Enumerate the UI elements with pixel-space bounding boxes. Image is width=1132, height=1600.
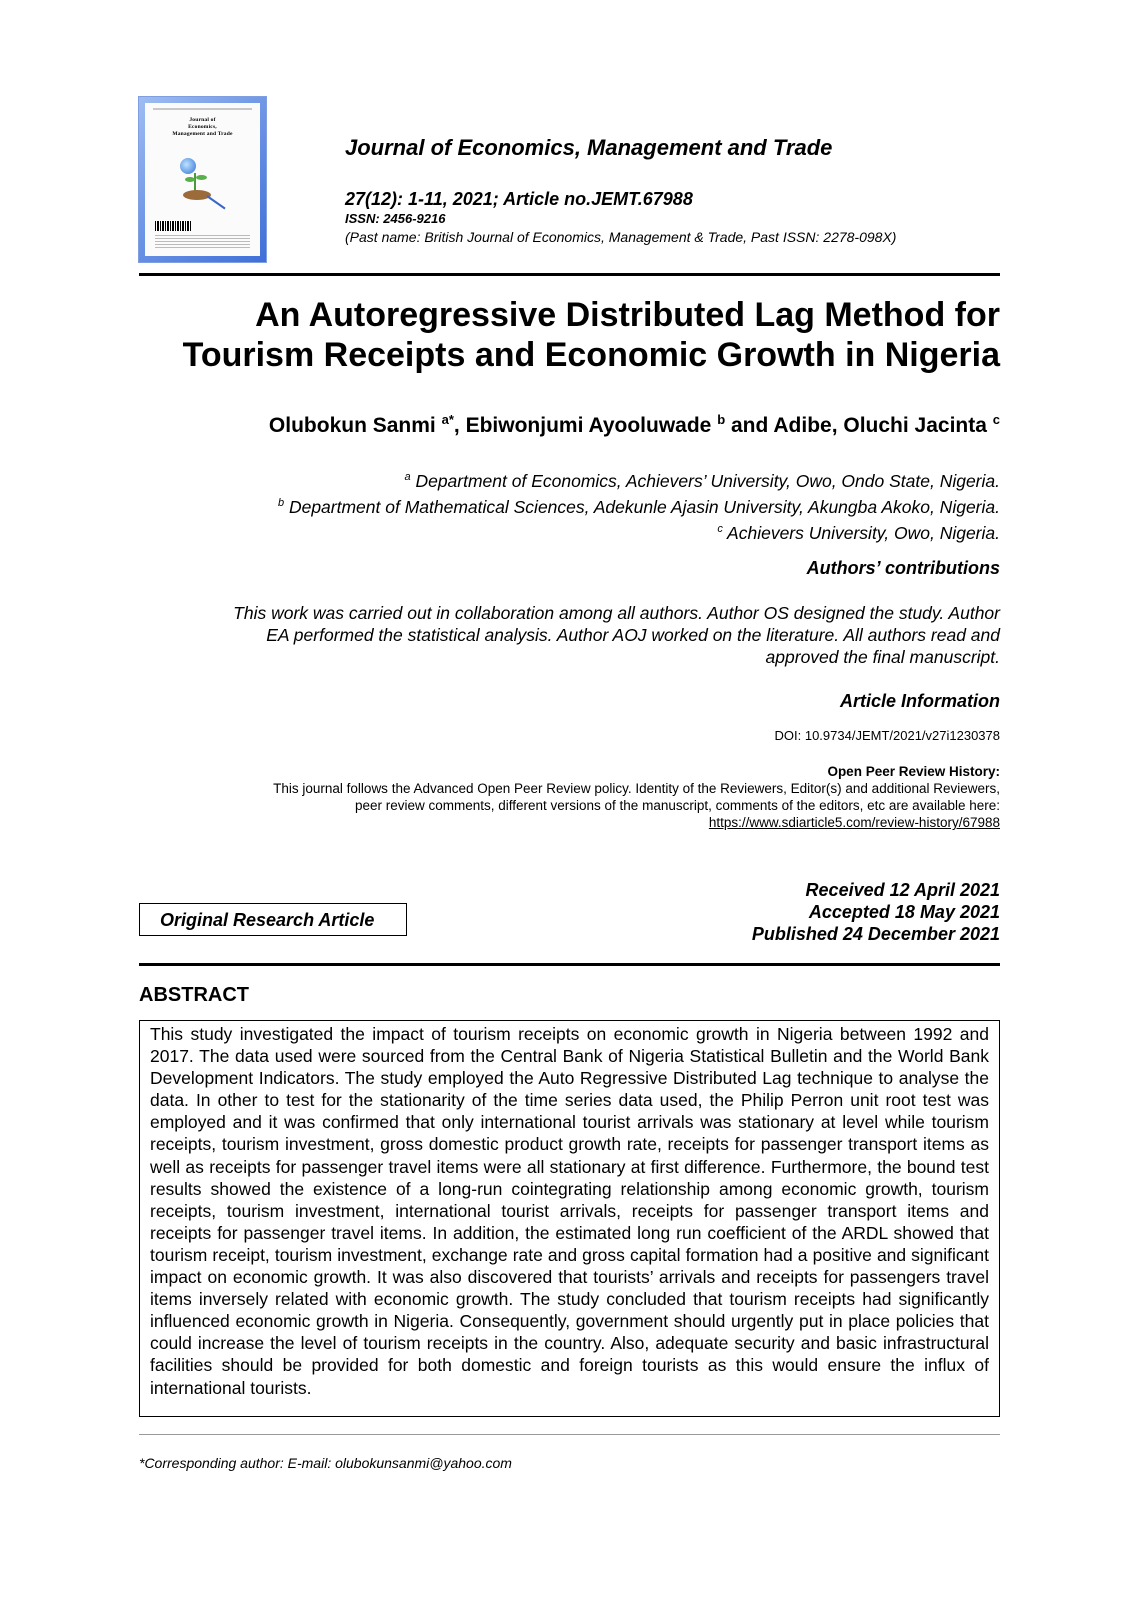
received-date: Received 12 April 2021 [805, 880, 1000, 900]
affiliations [139, 466, 1000, 543]
contributions-line: EA performed the statistical analysis. Author AOJ worked on the literature. All authors read and [266, 625, 1000, 645]
affiliation-marker: a* [441, 412, 454, 427]
affiliation-marker: c [717, 522, 723, 535]
cover-fine-print [155, 235, 250, 249]
paper-title [139, 295, 1000, 375]
cover-title-line: Economics, [188, 124, 217, 130]
contributions-heading: Authors’ contributions [806, 558, 1000, 578]
affiliation-text: Department of Mathematical Sciences, Adekunle Ajasin University, Akungba Akoko, Nigeria. [284, 496, 1000, 517]
affiliation-marker: b [717, 412, 726, 427]
volume-info: 27(12): 1-11, 2021; Article no.JEMT.67988 [345, 189, 693, 209]
globe-icon [180, 158, 196, 174]
author-list [139, 412, 1000, 438]
trend-arrow-icon [206, 195, 225, 209]
journal-name: Journal of Economics, Management and Trade [345, 135, 833, 160]
contributions-line: approved the final manuscript. [765, 647, 1000, 667]
abstract-heading: ABSTRACT [139, 984, 249, 1006]
leaf-icon [196, 175, 207, 180]
article-type-box [139, 903, 407, 936]
cover-title [145, 117, 260, 138]
barcode-icon [155, 221, 191, 231]
review-history-link[interactable]: https://www.sdiarticle5.com/review-history/67988 [708, 815, 1000, 830]
corresponding-author-note: *Corresponding author: E-mail: olubokunsanmi@yahoo.com [139, 1455, 512, 1471]
footnote-divider [139, 1434, 1000, 1435]
author-name: , Ebiwonjumi Ayooluwade [453, 414, 718, 437]
peer-review-text: This journal follows the Advanced Open Peer Review policy. Identity of the Reviewers, Editor(s) and additional Reviewers, [273, 781, 1000, 796]
published-date: Published 24 December 2021 [751, 924, 1000, 944]
issn: ISSN: 2456-9216 [345, 211, 446, 226]
article-type-label: Original Research Article [160, 910, 375, 930]
cover-title-line: Journal of [189, 117, 216, 123]
affiliation-text: Department of Economics, Achievers’ University, Owo, Ondo State, Nigeria. [410, 470, 1000, 491]
affiliation [139, 518, 1000, 544]
past-name: (Past name: British Journal of Economics, Management & Trade, Past ISSN: 2278-098X) [345, 229, 897, 245]
peer-review-history [139, 763, 1000, 831]
cover-title-line: Management and Trade [172, 131, 233, 137]
author-name: and Adibe, Oluchi Jacinta [725, 414, 993, 437]
affiliation-text: Achievers University, Owo, Nigeria. [722, 522, 1000, 543]
abstract-box [139, 1020, 1000, 1417]
abstract-divider [139, 963, 1000, 966]
title-line: Tourism Receipts and Economic Growth in Nigeria [182, 336, 1000, 374]
title-line: An Autoregressive Distributed Lag Method for [255, 296, 1000, 334]
contributions-line: This work was carried out in collaboration among all authors. Author OS designed the study. Author [233, 603, 1000, 623]
affiliation-marker: b [277, 496, 285, 509]
article-info-heading: Article Information [839, 691, 1000, 711]
publication-dates [600, 879, 1000, 945]
affiliation-marker: a [404, 471, 411, 483]
affiliation-marker: c [992, 412, 1000, 427]
author-name: Olubokun Sanmi [268, 414, 442, 437]
doi: DOI: 10.9734/JEMT/2021/v27i1230378 [774, 728, 1000, 743]
abstract-text: This study investigated the impact of tourism receipts on economic growth in Nigeria between 1992 and 2017. The data used were sourced from the Central Bank of Nigeria Statistical Bulletin and the World Bank Development Indicators. The study employed the Auto Regressive Distributed Lag technique to analyse the data. In other to test for the stationarity of the time series data used, the Philip Perron unit root test was employed and it was confirmed that only international tourist arrivals was stationary at level while tourism receipts, tourism investment, gross domestic product growth rate, receipts for passenger transport items as well as receipts for passenger travel items were all stationary at first difference. Furthermore, the bound test results showed the existence of a long-run cointegrating relationship among economic growth, tourism receipts, tourism investment, international tourist arrivals, receipts for passenger transport items and receipts for passenger travel items. In addition, the estimated long run coefficient of the ARDL showed that tourism receipt, tourism investment, exchange rate and gross capital formation had a positive and significant impact on economic growth. It was also discovered that tourists’ arrivals and receipts for passengers travel items inversely related with economic growth. The study concluded that tourism receipts had significantly influenced economic growth in Nigeria. Consequently, government should urgently put in place policies that could increase the level of tourism receipts in the country. Also, adequate security and basic infrastructural facilities should be provided for both domestic and foreign tourists as this would ensure the influx of international tourists. [150, 1024, 989, 1398]
affiliation [139, 492, 1000, 518]
peer-review-text: peer review comments, different versions of the manuscript, comments of the editors, etc are available here: [354, 798, 1000, 813]
peer-review-heading: Open Peer Review History: [827, 764, 1000, 779]
journal-cover-image [139, 97, 266, 262]
contributions-text [139, 602, 1000, 668]
affiliation [139, 466, 1000, 492]
leaf-icon [185, 177, 195, 182]
header-divider [139, 273, 1000, 276]
accepted-date: Accepted 18 May 2021 [808, 902, 1000, 922]
cover-header-line [153, 108, 252, 110]
